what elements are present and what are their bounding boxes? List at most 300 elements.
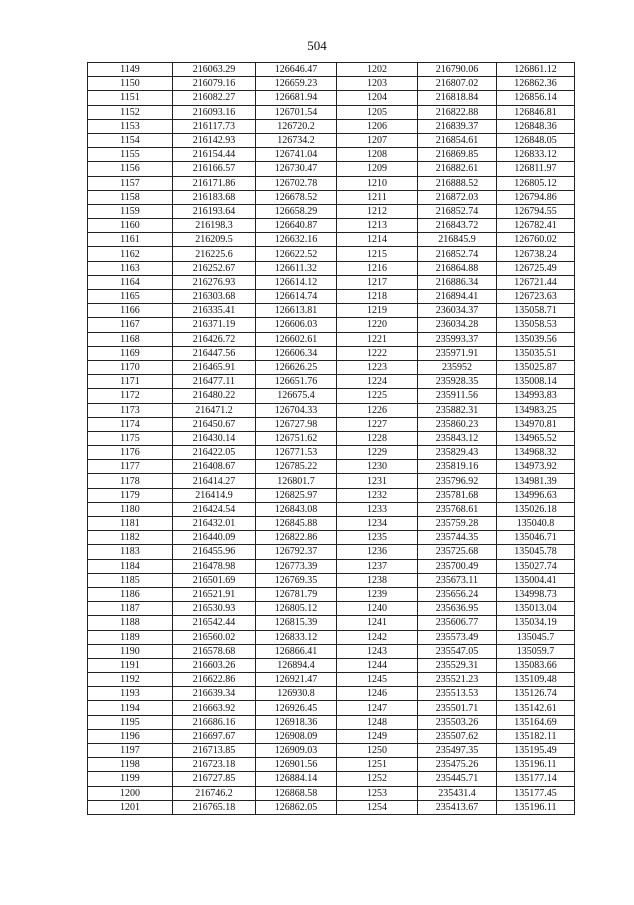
point-number-cell: 1215 [337,247,418,261]
x-coordinate-cell: 216093.16 [173,105,256,119]
y-coordinate-cell: 135083.66 [497,658,575,672]
y-coordinate-cell: 126811.97 [497,162,575,176]
y-coordinate-cell: 126640.87 [256,219,337,233]
x-coordinate-cell: 216414.9 [173,488,256,502]
x-coordinate-cell: 216426.72 [173,332,256,346]
point-number-cell: 1227 [337,417,418,431]
y-coordinate-cell: 126675.4 [256,389,337,403]
x-coordinate-cell: 216888.52 [418,176,497,190]
point-number-cell: 1197 [88,744,173,758]
table-row [88,474,575,488]
x-coordinate-cell: 235796.92 [418,474,497,488]
x-coordinate-cell: 235606.77 [418,616,497,630]
x-coordinate-cell: 235843.12 [418,431,497,445]
point-number-cell: 1213 [337,219,418,233]
x-coordinate-cell: 216886.34 [418,275,497,289]
x-coordinate-cell: 216501.69 [173,573,256,587]
y-coordinate-cell: 126930.8 [256,687,337,701]
point-number-cell: 1177 [88,460,173,474]
point-number-cell: 1161 [88,233,173,247]
point-number-cell: 1164 [88,275,173,289]
table-row [88,460,575,474]
y-coordinate-cell: 126738.24 [497,247,575,261]
y-coordinate-cell: 126792.37 [256,545,337,559]
table-row [88,77,575,91]
y-coordinate-cell: 126868.58 [256,786,337,800]
point-number-cell: 1153 [88,119,173,133]
point-number-cell: 1211 [337,190,418,204]
table-body [88,63,575,815]
point-number-cell: 1250 [337,744,418,758]
x-coordinate-cell: 216713.85 [173,744,256,758]
point-number-cell: 1203 [337,77,418,91]
point-number-cell: 1224 [337,375,418,389]
x-coordinate-cell: 216686.16 [173,715,256,729]
y-coordinate-cell: 126681.94 [256,91,337,105]
point-number-cell: 1179 [88,488,173,502]
point-number-cell: 1149 [88,63,173,77]
y-coordinate-cell: 126884.14 [256,772,337,786]
y-coordinate-cell: 126894.4 [256,658,337,672]
table-row [88,701,575,715]
y-coordinate-cell: 126921.47 [256,673,337,687]
page-number: 504 [307,38,327,53]
point-number-cell: 1209 [337,162,418,176]
table-row [88,630,575,644]
y-coordinate-cell: 126822.86 [256,531,337,545]
y-coordinate-cell: 126769.35 [256,573,337,587]
table-row [88,119,575,133]
point-number-cell: 1175 [88,431,173,445]
point-number-cell: 1212 [337,204,418,218]
y-coordinate-cell: 126611.32 [256,261,337,275]
x-coordinate-cell: 216447.56 [173,346,256,360]
point-number-cell: 1245 [337,673,418,687]
x-coordinate-cell: 235819.16 [418,460,497,474]
x-coordinate-cell: 216578.68 [173,644,256,658]
y-coordinate-cell: 135045.78 [497,545,575,559]
point-number-cell: 1214 [337,233,418,247]
point-number-cell: 1191 [88,658,173,672]
x-coordinate-cell: 216818.84 [418,91,497,105]
x-coordinate-cell: 216603.26 [173,658,256,672]
table-row [88,133,575,147]
y-coordinate-cell: 135126.74 [497,687,575,701]
point-number-cell: 1182 [88,531,173,545]
x-coordinate-cell: 235413.67 [418,800,497,814]
point-number-cell: 1151 [88,91,173,105]
y-coordinate-cell: 126760.02 [497,233,575,247]
table-row [88,658,575,672]
x-coordinate-cell: 216839.37 [418,119,497,133]
y-coordinate-cell: 126782.41 [497,219,575,233]
y-coordinate-cell: 126862.05 [256,800,337,814]
x-coordinate-cell: 216521.91 [173,587,256,601]
x-coordinate-cell: 216465.91 [173,360,256,374]
y-coordinate-cell: 135058.71 [497,304,575,318]
x-coordinate-cell: 236034.28 [418,318,497,332]
x-coordinate-cell: 235759.28 [418,517,497,531]
point-number-cell: 1241 [337,616,418,630]
point-number-cell: 1234 [337,517,418,531]
table-row [88,531,575,545]
point-number-cell: 1157 [88,176,173,190]
table-row [88,587,575,601]
table-row [88,446,575,460]
point-number-cell: 1223 [337,360,418,374]
table-row [88,389,575,403]
x-coordinate-cell: 235882.31 [418,403,497,417]
x-coordinate-cell: 216872.03 [418,190,497,204]
point-number-cell: 1226 [337,403,418,417]
table-row [88,318,575,332]
x-coordinate-cell: 235475.26 [418,758,497,772]
x-coordinate-cell: 216663.92 [173,701,256,715]
y-coordinate-cell: 126730.47 [256,162,337,176]
x-coordinate-cell: 235529.31 [418,658,497,672]
point-number-cell: 1244 [337,658,418,672]
x-coordinate-cell: 216432.01 [173,517,256,531]
x-coordinate-cell: 216852.74 [418,204,497,218]
x-coordinate-cell: 235431.4 [418,786,497,800]
x-coordinate-cell: 235503.26 [418,715,497,729]
x-coordinate-cell: 216198.3 [173,219,256,233]
x-coordinate-cell: 216471.2 [173,403,256,417]
x-coordinate-cell: 235445.71 [418,772,497,786]
point-number-cell: 1221 [337,332,418,346]
point-number-cell: 1152 [88,105,173,119]
y-coordinate-cell: 126805.12 [256,602,337,616]
y-coordinate-cell: 126721.44 [497,275,575,289]
x-coordinate-cell: 216117.73 [173,119,256,133]
y-coordinate-cell: 126723.63 [497,290,575,304]
x-coordinate-cell: 235928.35 [418,375,497,389]
x-coordinate-cell: 216455.96 [173,545,256,559]
y-coordinate-cell: 134998.73 [497,587,575,601]
point-number-cell: 1165 [88,290,173,304]
x-coordinate-cell: 235673.11 [418,573,497,587]
y-coordinate-cell: 126901.56 [256,758,337,772]
point-number-cell: 1247 [337,701,418,715]
y-coordinate-cell: 135034.19 [497,616,575,630]
point-number-cell: 1174 [88,417,173,431]
x-coordinate-cell: 216542.44 [173,616,256,630]
x-coordinate-cell: 235911.56 [418,389,497,403]
y-coordinate-cell: 126734.2 [256,133,337,147]
x-coordinate-cell: 216765.18 [173,800,256,814]
coordinate-table [87,62,575,815]
point-number-cell: 1196 [88,729,173,743]
table-row [88,190,575,204]
point-number-cell: 1163 [88,261,173,275]
x-coordinate-cell: 216422.05 [173,446,256,460]
point-number-cell: 1181 [88,517,173,531]
point-number-cell: 1186 [88,587,173,601]
x-coordinate-cell: 216335.41 [173,304,256,318]
table-row [88,63,575,77]
x-coordinate-cell: 216079.16 [173,77,256,91]
table-row [88,417,575,431]
y-coordinate-cell: 135035.51 [497,346,575,360]
point-number-cell: 1160 [88,219,173,233]
point-number-cell: 1172 [88,389,173,403]
point-number-cell: 1167 [88,318,173,332]
point-number-cell: 1243 [337,644,418,658]
y-coordinate-cell: 135004.41 [497,573,575,587]
table-row [88,91,575,105]
x-coordinate-cell: 216303.68 [173,290,256,304]
table-row [88,261,575,275]
y-coordinate-cell: 126606.03 [256,318,337,332]
x-coordinate-cell: 216790.06 [418,63,497,77]
point-number-cell: 1171 [88,375,173,389]
y-coordinate-cell: 126727.98 [256,417,337,431]
table-row [88,247,575,261]
y-coordinate-cell: 126720.2 [256,119,337,133]
point-number-cell: 1254 [337,800,418,814]
point-number-cell: 1185 [88,573,173,587]
table-row [88,275,575,289]
table-row [88,744,575,758]
x-coordinate-cell: 216276.93 [173,275,256,289]
table-row [88,304,575,318]
x-coordinate-cell: 235993.37 [418,332,497,346]
point-number-cell: 1222 [337,346,418,360]
y-coordinate-cell: 135182.11 [497,729,575,743]
y-coordinate-cell: 126866.41 [256,644,337,658]
point-number-cell: 1158 [88,190,173,204]
y-coordinate-cell: 126833.12 [497,148,575,162]
table-row [88,559,575,573]
x-coordinate-cell: 216480.22 [173,389,256,403]
x-coordinate-cell: 216209.5 [173,233,256,247]
x-coordinate-cell: 216530.93 [173,602,256,616]
y-coordinate-cell: 126614.74 [256,290,337,304]
table-row [88,673,575,687]
point-number-cell: 1168 [88,332,173,346]
x-coordinate-cell: 216869.85 [418,148,497,162]
y-coordinate-cell: 135008.14 [497,375,575,389]
point-number-cell: 1176 [88,446,173,460]
y-coordinate-cell: 126846.81 [497,105,575,119]
y-coordinate-cell: 126861.12 [497,63,575,77]
y-coordinate-cell: 135058.53 [497,318,575,332]
y-coordinate-cell: 126848.36 [497,119,575,133]
table-row [88,219,575,233]
x-coordinate-cell: 235768.61 [418,502,497,516]
point-number-cell: 1201 [88,800,173,814]
x-coordinate-cell: 216843.72 [418,219,497,233]
x-coordinate-cell: 216639.34 [173,687,256,701]
y-coordinate-cell: 126848.05 [497,133,575,147]
y-coordinate-cell: 135195.49 [497,744,575,758]
y-coordinate-cell: 126659.23 [256,77,337,91]
y-coordinate-cell: 135142.61 [497,701,575,715]
y-coordinate-cell: 134981.39 [497,474,575,488]
x-coordinate-cell: 216225.6 [173,247,256,261]
table-row [88,644,575,658]
point-number-cell: 1218 [337,290,418,304]
x-coordinate-cell: 216440.09 [173,531,256,545]
x-coordinate-cell: 235521.23 [418,673,497,687]
y-coordinate-cell: 126602.61 [256,332,337,346]
y-coordinate-cell: 126794.55 [497,204,575,218]
x-coordinate-cell: 216166.57 [173,162,256,176]
point-number-cell: 1154 [88,133,173,147]
y-coordinate-cell: 126909.03 [256,744,337,758]
x-coordinate-cell: 235829.43 [418,446,497,460]
table-row [88,687,575,701]
x-coordinate-cell: 216854.61 [418,133,497,147]
point-number-cell: 1173 [88,403,173,417]
y-coordinate-cell: 135026.18 [497,502,575,516]
y-coordinate-cell: 135177.14 [497,772,575,786]
y-coordinate-cell: 126614.12 [256,275,337,289]
y-coordinate-cell: 126845.88 [256,517,337,531]
point-number-cell: 1210 [337,176,418,190]
y-coordinate-cell: 126646.47 [256,63,337,77]
x-coordinate-cell: 216142.93 [173,133,256,147]
x-coordinate-cell: 216622.86 [173,673,256,687]
x-coordinate-cell: 235656.24 [418,587,497,601]
point-number-cell: 1184 [88,559,173,573]
table-row [88,176,575,190]
table-row [88,800,575,814]
x-coordinate-cell: 216371.19 [173,318,256,332]
point-number-cell: 1233 [337,502,418,516]
x-coordinate-cell: 216430.14 [173,431,256,445]
y-coordinate-cell: 135027.74 [497,559,575,573]
x-coordinate-cell: 216193.64 [173,204,256,218]
y-coordinate-cell: 126805.12 [497,176,575,190]
point-number-cell: 1162 [88,247,173,261]
point-number-cell: 1170 [88,360,173,374]
x-coordinate-cell: 216424.54 [173,502,256,516]
y-coordinate-cell: 126751.62 [256,431,337,445]
y-coordinate-cell: 126843.08 [256,502,337,516]
y-coordinate-cell: 135164.69 [497,715,575,729]
table-row [88,502,575,516]
y-coordinate-cell: 135196.11 [497,800,575,814]
table-row [88,233,575,247]
point-number-cell: 1236 [337,545,418,559]
point-number-cell: 1217 [337,275,418,289]
table-row [88,602,575,616]
x-coordinate-cell: 216746.2 [173,786,256,800]
table-row [88,403,575,417]
x-coordinate-cell: 235700.49 [418,559,497,573]
point-number-cell: 1198 [88,758,173,772]
x-coordinate-cell: 216171.86 [173,176,256,190]
table-row [88,162,575,176]
point-number-cell: 1156 [88,162,173,176]
y-coordinate-cell: 126725.49 [497,261,575,275]
y-coordinate-cell: 126801.7 [256,474,337,488]
point-number-cell: 1208 [337,148,418,162]
x-coordinate-cell: 235497.35 [418,744,497,758]
point-number-cell: 1199 [88,772,173,786]
point-number-cell: 1242 [337,630,418,644]
point-number-cell: 1237 [337,559,418,573]
x-coordinate-cell: 216560.02 [173,630,256,644]
point-number-cell: 1205 [337,105,418,119]
point-number-cell: 1216 [337,261,418,275]
y-coordinate-cell: 126702.78 [256,176,337,190]
y-coordinate-cell: 134968.32 [497,446,575,460]
y-coordinate-cell: 134983.25 [497,403,575,417]
x-coordinate-cell: 235781.68 [418,488,497,502]
point-number-cell: 1169 [88,346,173,360]
y-coordinate-cell: 126773.39 [256,559,337,573]
point-number-cell: 1202 [337,63,418,77]
table-row [88,332,575,346]
table-row [88,148,575,162]
point-number-cell: 1190 [88,644,173,658]
x-coordinate-cell: 235952 [418,360,497,374]
x-coordinate-cell: 216450.67 [173,417,256,431]
table-row [88,105,575,119]
table-row [88,517,575,531]
point-number-cell: 1207 [337,133,418,147]
x-coordinate-cell: 236034.37 [418,304,497,318]
table-row [88,431,575,445]
point-number-cell: 1252 [337,772,418,786]
x-coordinate-cell: 216414.27 [173,474,256,488]
y-coordinate-cell: 135039.56 [497,332,575,346]
x-coordinate-cell: 235513.53 [418,687,497,701]
x-coordinate-cell: 216154.44 [173,148,256,162]
point-number-cell: 1204 [337,91,418,105]
y-coordinate-cell: 134965.52 [497,431,575,445]
y-coordinate-cell: 135013.04 [497,602,575,616]
point-number-cell: 1187 [88,602,173,616]
point-number-cell: 1194 [88,701,173,715]
x-coordinate-cell: 235744.35 [418,531,497,545]
y-coordinate-cell: 135046.71 [497,531,575,545]
x-coordinate-cell: 216882.61 [418,162,497,176]
point-number-cell: 1228 [337,431,418,445]
y-coordinate-cell: 126741.04 [256,148,337,162]
x-coordinate-cell: 235573.49 [418,630,497,644]
table-row [88,616,575,630]
y-coordinate-cell: 126626.25 [256,360,337,374]
y-coordinate-cell: 135059.7 [497,644,575,658]
point-number-cell: 1225 [337,389,418,403]
point-number-cell: 1235 [337,531,418,545]
table-row [88,772,575,786]
point-number-cell: 1232 [337,488,418,502]
y-coordinate-cell: 126678.52 [256,190,337,204]
x-coordinate-cell: 216723.18 [173,758,256,772]
x-coordinate-cell: 235636.95 [418,602,497,616]
x-coordinate-cell: 235501.71 [418,701,497,715]
point-number-cell: 1253 [337,786,418,800]
y-coordinate-cell: 126926.45 [256,701,337,715]
y-coordinate-cell: 135025.87 [497,360,575,374]
point-number-cell: 1240 [337,602,418,616]
point-number-cell: 1219 [337,304,418,318]
point-number-cell: 1200 [88,786,173,800]
y-coordinate-cell: 135196.11 [497,758,575,772]
y-coordinate-cell: 126622.52 [256,247,337,261]
y-coordinate-cell: 134973.92 [497,460,575,474]
point-number-cell: 1230 [337,460,418,474]
x-coordinate-cell: 235547.05 [418,644,497,658]
x-coordinate-cell: 235725.68 [418,545,497,559]
point-number-cell: 1246 [337,687,418,701]
y-coordinate-cell: 126613.81 [256,304,337,318]
point-number-cell: 1180 [88,502,173,516]
